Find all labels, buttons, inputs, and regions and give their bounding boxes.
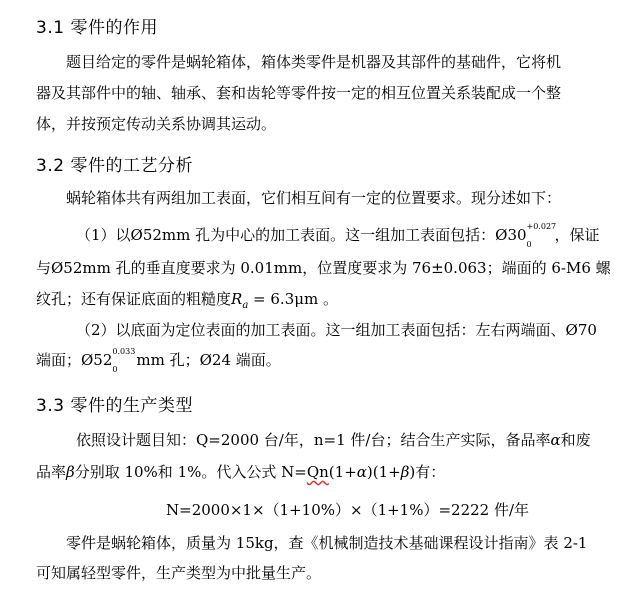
text-run: 和废 [560,431,591,449]
section-heading-3-1: 3.1 零件的作用 [36,18,158,38]
text-run: 依照设计题目知：Q=2000 台/年，n=1 件/台；结合生产实际，备品率 [76,431,551,449]
section-heading-3-3: 3.3 零件的生产类型 [36,396,193,416]
roughness-subscript: a [242,300,249,311]
paragraph-line: 体，并按预定传动关系协调其运动。 [36,115,277,133]
formula-line: N=2000×1×（1+10%）×（1+1%）=2222 件/年 [166,501,530,519]
paragraph-line: 蜗轮箱体共有两组加工表面，它们相互间有一定的位置要求。现分述如下： [66,189,562,207]
text-run: 纹孔；还有保证底面的粗糙度 [36,290,232,308]
text-run: )有： [409,463,446,481]
text-run: mm 孔；Ø24 端面。 [136,351,281,369]
tolerance-stack [112,347,136,374]
spellcheck-underlined-text: Qn [306,463,329,481]
paragraph-line: 题目给定的零件是蜗轮箱体，箱体类零件是机器及其部件的基础件，它将机 [66,53,562,71]
roughness-value: = 6.3μm [248,290,319,308]
beta-symbol: β [66,463,75,481]
paragraph-line: 零件是蜗轮箱体，质量为 15kg，查《机械制造技术基础课程设计指南》表 2-1 [66,534,588,552]
text-run: 品率 [36,463,67,481]
tolerance-lower: 0 [526,240,532,249]
paragraph-line [76,430,591,450]
paragraph-line: 可知属轻型零件，生产类型为中批量生产。 [36,564,322,582]
text-run: 端面；Ø52 [36,351,113,369]
paragraph-line: 与Ø52mm 孔的垂直度要求为 0.01mm，位置度要求为 76±0.063；端面的 6-M6 螺 [36,259,611,277]
tolerance-upper: 0.033 [112,347,136,356]
text-run: 分别取 10%和 1%。代入公式 N= [74,463,307,481]
paragraph-line [36,289,338,312]
roughness-symbol: R [231,290,243,308]
paragraph-line [36,462,445,482]
beta-symbol: β [400,463,410,481]
section-heading-3-2: 3.2 零件的工艺分析 [36,156,193,176]
tolerance-lower: 0 [112,365,118,374]
alpha-symbol: α [550,431,561,449]
paragraph-line [76,222,600,249]
text-run: (1+ [328,463,357,481]
paragraph-line: 器及其部件中的轴、轴承、套和齿轮等零件按一定的相互位置关系装配成一个整 [36,84,562,102]
text-run: ，保证 [554,226,600,244]
tolerance-upper: +0.027 [526,222,557,231]
tolerance-stack [526,222,557,249]
text-run: 。 [318,290,338,308]
paragraph-line [36,347,281,374]
alpha-symbol: α [356,463,367,481]
text-run: （1）以Ø52mm 孔为中心的加工表面。这一组加工表面包括：Ø30 [76,226,527,244]
paragraph-line: （2）以底面为定位表面的加工表面。这一组加工表面包括：左右两端面、Ø70 [76,321,597,339]
text-run: )(1+ [366,463,401,481]
